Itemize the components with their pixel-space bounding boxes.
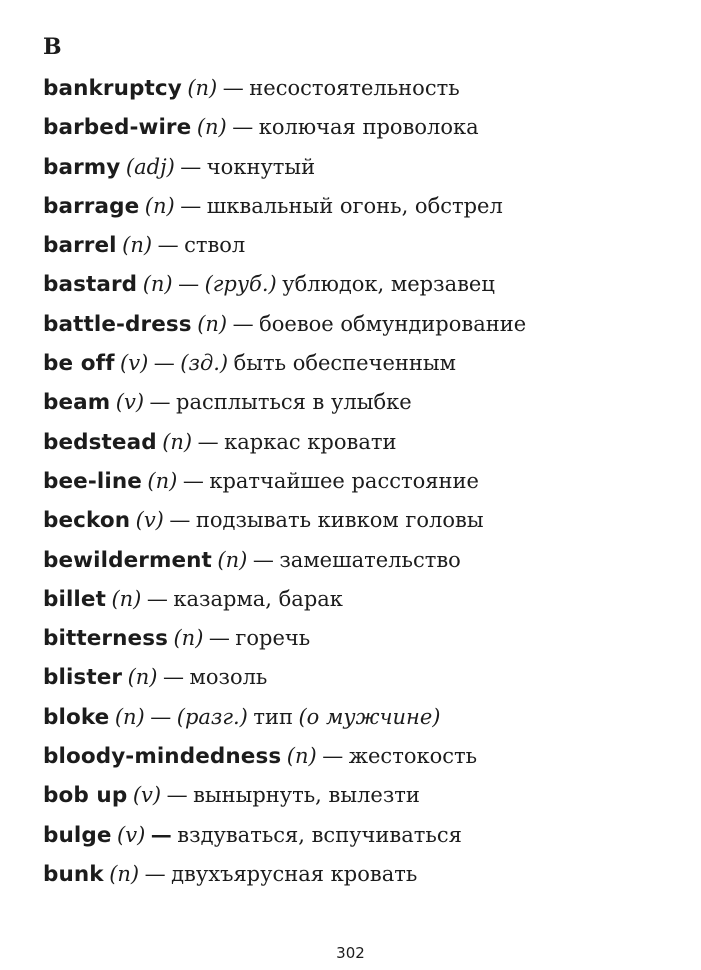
entry-usage-note: (разг.) [176,704,248,729]
entry-term: bulge [43,822,112,848]
glossary-entry [43,382,683,421]
entry-translation: колючая проволока [258,115,479,140]
entry-part-of-speech: (n) [122,233,153,258]
glossary-entry [43,854,683,893]
entry-dash: — [166,783,188,808]
entry-translation: ублюдок, мерзавец [282,272,495,297]
entry-part-of-speech: (v) [135,508,164,533]
entry-term: battle-dress [43,311,192,337]
entry-dash: — [322,744,344,769]
entry-part-of-speech: (n) [196,115,227,140]
entry-part-of-speech: (n) [127,665,158,690]
entry-part-of-speech: (v) [120,351,149,376]
entry-part-of-speech: (n) [286,744,317,769]
entry-dash: — [150,821,172,847]
entry-part-of-speech: (v) [117,822,146,847]
entry-part-of-speech: (n) [142,272,173,297]
glossary-entry [43,657,683,696]
entry-dash: — [178,272,200,297]
entry-part-of-speech: (n) [109,861,140,886]
entry-translation: расплыться в улыбке [176,390,412,415]
glossary-entry [43,579,683,618]
entry-term: beckon [43,508,131,534]
glossary-entry [43,264,683,303]
entry-dash: — [232,115,254,140]
entry-term: blister [43,665,123,691]
entry-term: bewilderment [43,547,212,573]
entry-part-of-speech: (v) [115,390,145,415]
entry-part-of-speech: (n) [147,468,178,493]
entry-term: billet [43,586,106,612]
glossary-page [43,30,683,893]
entry-part-of-speech: (n) [162,429,193,454]
glossary-entry [43,736,683,775]
glossary-entry [43,422,683,461]
entry-term: beam [43,390,111,416]
glossary-entry [43,815,683,854]
entry-term: barmy [43,154,121,180]
page-number: 302 [336,944,365,962]
entry-dash: — [146,586,168,611]
glossary-entry [43,618,683,657]
entry-dash: — [180,193,202,218]
entry-translation: тип [253,704,293,729]
entry-translation: вынырнуть, вылезти [193,783,420,808]
entry-translation: ствол [184,233,246,258]
entry-dash: — [149,390,171,415]
entry-translation: казарма, барак [173,586,343,611]
entry-term: bunk [43,861,104,887]
entry-translation: двухъярусная кровать [171,861,418,886]
entry-translation-note: (о мужчине) [298,704,441,729]
entry-translation: подзывать кивком головы [195,508,484,533]
entry-term: bitterness [43,626,168,652]
entry-dash: — [169,508,191,533]
entry-dash: — [252,547,274,572]
entry-term: barrel [43,233,117,259]
entry-dash: — [222,76,244,100]
glossary-entry [43,68,683,107]
entry-dash: — [157,233,179,258]
glossary-entry [43,186,683,225]
entry-part-of-speech: (n) [173,626,204,651]
section-letter: B [43,34,62,60]
entry-dash: — [232,311,254,336]
entry-term: bankruptcy [43,76,182,101]
entry-translation: шквальный огонь, обстрел [206,193,503,218]
entry-translation: быть обеспеченным [233,351,456,376]
glossary-entry [43,697,683,736]
entry-term: barbed-wire [43,115,192,141]
entry-part-of-speech: (n) [114,704,145,729]
glossary-entry [43,775,683,814]
entry-dash: — [208,626,230,651]
entry-translation: мозоль [189,665,268,690]
glossary-entry [43,225,683,264]
entry-dash: — [144,861,166,886]
entry-usage-note: (зд.) [180,351,229,376]
entry-part-of-speech: (n) [144,193,175,218]
entry-part-of-speech: (adj) [125,154,175,179]
glossary-entry [43,500,683,539]
glossary-entry [43,343,683,382]
entry-dash: — [163,665,185,690]
entry-translation: кратчайшее расстояние [209,468,479,493]
entry-translation: горечь [235,626,311,651]
entry-translation: боевое обмундирование [259,311,527,336]
entry-dash: — [150,704,172,729]
entry-part-of-speech: (n) [217,547,248,572]
entry-translation: замешательство [279,547,461,572]
entry-translation: чокнутый [206,154,316,179]
glossary-entry [43,304,683,343]
entry-translation: жестокость [348,744,478,769]
glossary-entry [43,461,683,500]
glossary-entry [43,147,683,186]
entry-term: bee-line [43,468,142,494]
entry-part-of-speech: (n) [187,76,218,100]
entry-translation: вздуваться, вспучиваться [177,822,462,847]
glossary-entry [43,540,683,579]
entry-dash: — [182,468,204,493]
entry-dash: — [180,154,202,179]
entry-translation: каркас кровати [224,429,397,454]
entry-dash: — [197,429,219,454]
glossary-entry [43,107,683,146]
entry-part-of-speech: (n) [197,311,228,336]
glossary-list [43,68,683,893]
entry-part-of-speech: (n) [111,586,142,611]
entry-part-of-speech: (v) [132,783,162,808]
entry-term: be off [43,351,115,377]
entry-translation: несостоятельность [249,76,460,100]
entry-term: bob up [43,783,128,809]
entry-usage-note: (груб.) [204,272,277,297]
entry-term: bedstead [43,429,157,455]
entry-dash: — [153,351,175,376]
entry-term: bloody-mindedness [43,744,282,770]
entry-term: bloke [43,704,110,730]
entry-term: bastard [43,272,138,298]
entry-term: barrage [43,193,140,219]
